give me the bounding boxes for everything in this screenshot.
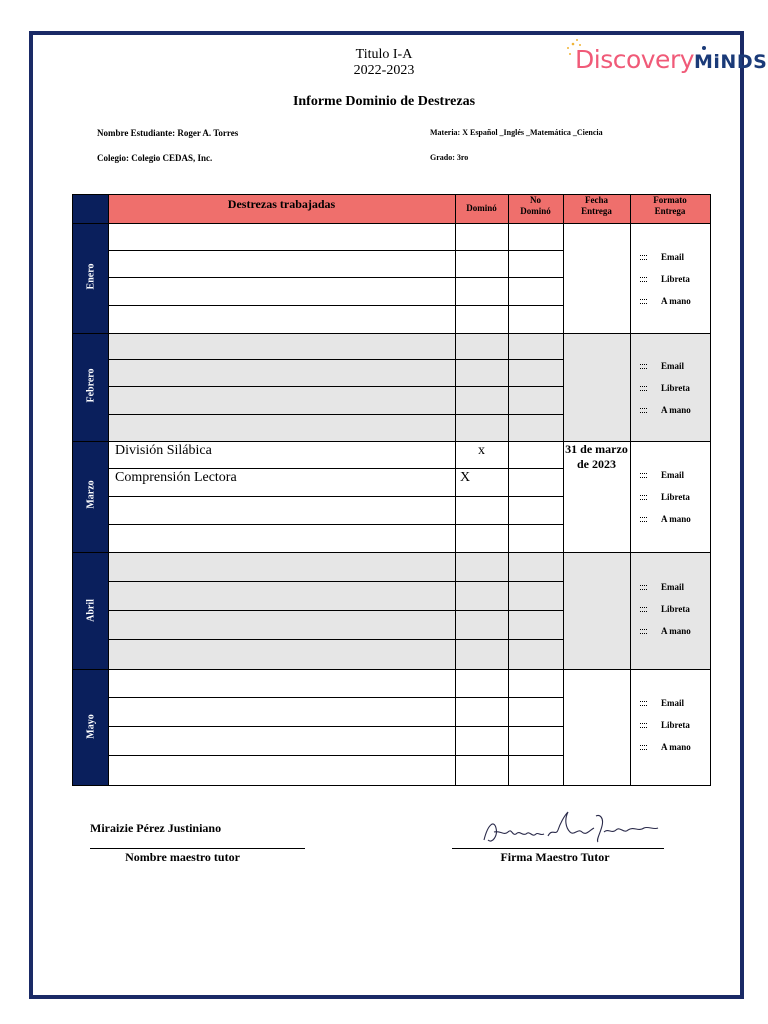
format-option-label: Email bbox=[661, 252, 685, 262]
checkbox-icon[interactable] bbox=[640, 364, 647, 369]
hline-month-4 bbox=[73, 669, 710, 670]
header-formato-1: Formato bbox=[653, 195, 687, 205]
header-fecha bbox=[563, 195, 630, 217]
header-corner bbox=[73, 195, 108, 223]
format-option-label: A mano bbox=[661, 296, 691, 306]
hline-row bbox=[108, 581, 563, 582]
header-fecha-1: Fecha bbox=[585, 195, 608, 205]
hline-row bbox=[108, 414, 563, 415]
format-option-enero[interactable] bbox=[640, 296, 691, 306]
hline-row bbox=[108, 610, 563, 611]
vline-fecha bbox=[630, 195, 631, 785]
shade-febrero-date bbox=[563, 333, 630, 441]
student-label: Nombre Estudiante: bbox=[97, 128, 176, 138]
mark-comprension-lectora: X bbox=[460, 470, 471, 485]
month-marzo: Marzo bbox=[85, 480, 97, 509]
format-option-label: A mano bbox=[661, 742, 691, 752]
fecha-marzo: 31 de marzo de 2023 bbox=[565, 442, 628, 471]
month-mayo: Mayo bbox=[85, 714, 97, 739]
skills-table bbox=[72, 194, 711, 786]
subject-label: Materia: bbox=[430, 128, 461, 137]
vline-nodomino bbox=[563, 195, 564, 785]
teacher-label: Nombre maestro tutor bbox=[125, 850, 240, 864]
format-option-label: Email bbox=[661, 470, 685, 480]
shade-abril-date bbox=[563, 552, 630, 669]
hline-month-1 bbox=[73, 333, 710, 334]
hline-row bbox=[108, 496, 563, 497]
subject-options: X Español _Inglés _Matemática _Ciencia bbox=[462, 128, 603, 137]
subject-line bbox=[430, 128, 603, 137]
format-option-label: Libreta bbox=[661, 383, 690, 393]
checkbox-icon[interactable] bbox=[640, 701, 647, 706]
header-no-domino-1: No bbox=[530, 195, 541, 205]
header-no-domino bbox=[508, 195, 563, 217]
checkbox-icon[interactable] bbox=[640, 277, 647, 282]
format-option-label: Libreta bbox=[661, 274, 690, 284]
format-option-marzo[interactable] bbox=[640, 514, 691, 524]
hline-month-3 bbox=[73, 552, 710, 553]
hline-row bbox=[108, 468, 563, 469]
checkbox-icon[interactable] bbox=[640, 255, 647, 260]
header-no-domino-2: Dominó bbox=[520, 206, 551, 216]
hline-row bbox=[108, 639, 563, 640]
hline-row bbox=[108, 726, 563, 727]
format-option-label: Libreta bbox=[661, 492, 690, 502]
grade-line bbox=[430, 153, 468, 162]
checkbox-icon[interactable] bbox=[640, 495, 647, 500]
hline-row bbox=[108, 305, 563, 306]
checkbox-icon[interactable] bbox=[640, 607, 647, 612]
month-enero: Enero bbox=[85, 263, 97, 290]
checkbox-icon[interactable] bbox=[640, 629, 647, 634]
hline-header bbox=[73, 223, 710, 224]
checkbox-icon[interactable] bbox=[640, 408, 647, 413]
shade-febrero bbox=[108, 333, 563, 441]
checkbox-icon[interactable] bbox=[640, 386, 647, 391]
checkbox-icon[interactable] bbox=[640, 585, 647, 590]
format-option-label: A mano bbox=[661, 405, 691, 415]
format-option-label: Libreta bbox=[661, 604, 690, 614]
format-option-label: Email bbox=[661, 582, 685, 592]
month-abril: Abril bbox=[85, 599, 97, 622]
hline-row bbox=[108, 697, 563, 698]
school-label: Colegio: bbox=[97, 153, 129, 163]
hline-row bbox=[108, 250, 563, 251]
doc-title bbox=[284, 47, 484, 79]
school-name: Colegio CEDAS, Inc. bbox=[131, 153, 213, 163]
format-option-label: Email bbox=[661, 698, 685, 708]
format-option-label: Libreta bbox=[661, 720, 690, 730]
format-option-mayo[interactable] bbox=[640, 698, 684, 708]
checkbox-icon[interactable] bbox=[640, 745, 647, 750]
student-name: Roger A. Torres bbox=[177, 128, 239, 138]
format-option-febrero[interactable] bbox=[640, 361, 684, 371]
school-line bbox=[97, 153, 212, 163]
report-title: Informe Dominio de Destrezas bbox=[292, 94, 476, 109]
format-option-marzo[interactable] bbox=[640, 492, 690, 502]
signature-label: Firma Maestro Tutor bbox=[500, 850, 610, 864]
skill-division-silabica: División Silábica bbox=[115, 443, 212, 458]
header-domino: Dominó bbox=[466, 203, 497, 213]
mark-division-silabica: x bbox=[478, 443, 485, 458]
format-option-febrero[interactable] bbox=[640, 383, 690, 393]
title-line: Titulo I-A bbox=[355, 47, 413, 62]
format-option-abril[interactable] bbox=[640, 604, 690, 614]
hline-row bbox=[108, 386, 563, 387]
header-formato-2: Entrega bbox=[654, 206, 686, 216]
format-option-abril[interactable] bbox=[640, 626, 691, 636]
format-option-abril[interactable] bbox=[640, 582, 684, 592]
student-line bbox=[97, 128, 238, 138]
logo-part-minds: MiNDS bbox=[694, 51, 768, 73]
logo-part-discovery: Discovery bbox=[575, 45, 695, 74]
grade-value: 3ro bbox=[456, 153, 469, 162]
logo-wordmark bbox=[575, 44, 767, 79]
header-formato bbox=[630, 195, 710, 217]
checkbox-icon[interactable] bbox=[640, 517, 647, 522]
format-option-label: A mano bbox=[661, 514, 691, 524]
checkbox-icon[interactable] bbox=[640, 473, 647, 478]
format-option-mayo[interactable] bbox=[640, 742, 691, 752]
format-option-febrero[interactable] bbox=[640, 405, 691, 415]
format-option-enero[interactable] bbox=[640, 252, 684, 262]
month-febrero: Febrero bbox=[85, 368, 97, 403]
format-option-label: A mano bbox=[661, 626, 691, 636]
signature-line bbox=[452, 848, 664, 849]
skill-comprension-lectora: Comprensión Lectora bbox=[115, 470, 237, 485]
hline-row bbox=[108, 359, 563, 360]
format-option-label: Email bbox=[661, 361, 685, 371]
hline-row bbox=[108, 524, 563, 525]
hline-row bbox=[108, 277, 563, 278]
format-option-mayo[interactable] bbox=[640, 720, 690, 730]
teacher-name-line bbox=[90, 848, 305, 849]
teacher-name: Miraizie Pérez Justiniano bbox=[90, 821, 222, 835]
checkbox-icon[interactable] bbox=[640, 299, 647, 304]
header-fecha-2: Entrega bbox=[581, 206, 612, 216]
grade-label: Grado: bbox=[430, 153, 455, 162]
checkbox-icon[interactable] bbox=[640, 723, 647, 728]
header-skills: Destrezas trabajadas bbox=[227, 197, 336, 211]
format-option-enero[interactable] bbox=[640, 274, 690, 284]
hline-row bbox=[108, 755, 563, 756]
format-option-marzo[interactable] bbox=[640, 470, 684, 480]
year-line: 2022-2023 bbox=[353, 63, 415, 78]
teacher-signature bbox=[478, 806, 663, 850]
